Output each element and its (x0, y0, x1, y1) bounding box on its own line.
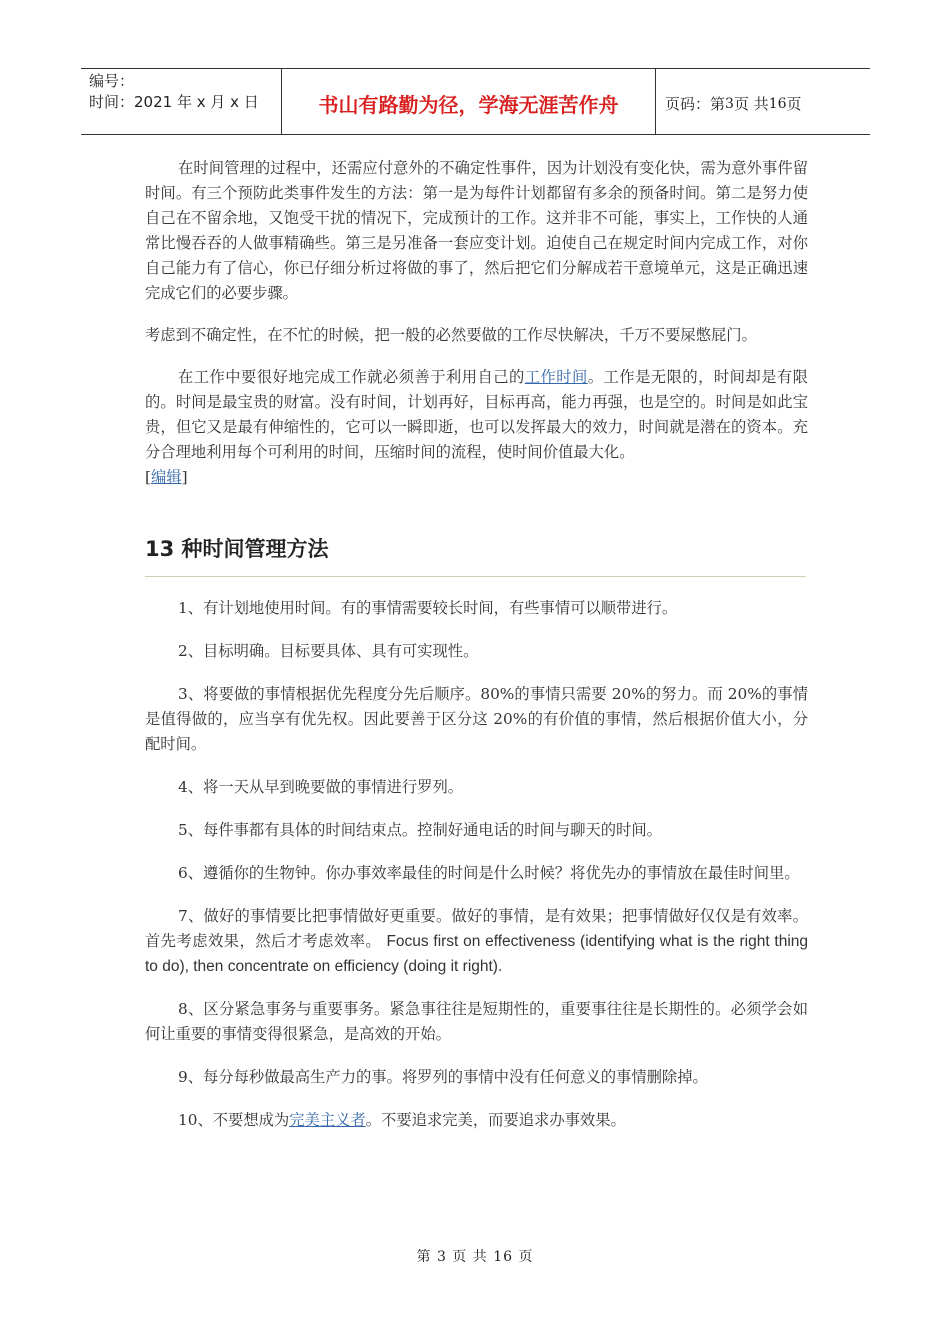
list-item-8: 8、区分紧急事务与重要事务。紧急事往往是短期性的，重要事往往是长期性的。必须学会如何让重要的事情变得很紧急，是高效的开始。 (145, 1000, 808, 1043)
header-page-suffix: 页 (786, 95, 802, 113)
work-time-link[interactable]: 工作时间 (524, 368, 588, 386)
paragraph-1: 在时间管理的过程中，还需应付意外的不确定性事件，因为计划没有变化快，需为意外事件留时间。有三个预防此类事件发生的方法：第一是为每件计划都留有多余的预备时间。第二是努力使自己在不留余地，又饱受干扰的情况下，完成预计的工作。这并非不可能，事实上，工作快的人通常比慢吞吞的人做事精确些。第三是另准备一套应变计划。迫使自己在规定时间内完成工作，对你自己能力有了信心，你已仔细分析过将做的事了，然后把它们分解成若干意境单元，这是正确迅速完成它们的必要步骤。 (145, 159, 808, 302)
page-footer: 第 3 页 共 16 页 (416, 1249, 534, 1265)
list-item-4: 4、将一天从早到晚要做的事情进行罗列。 (178, 778, 464, 796)
list-item-2: 2、目标明确。目标要具体、具有可实现性。 (178, 642, 479, 660)
list-item-7-cn: 7、做好的事情要比把事情做好更重要。做好的事情，是有效果；把事情做好仅仅是有效率。首先考虑效果，然后才考虑效率。 (145, 907, 808, 950)
perfectionist-link[interactable]: 完美主义者 (289, 1111, 366, 1129)
paragraph-2: 考虑到不确定性，在不忙的时候，把一般的必然要做的工作尽快解决，千万不要屎憋屁门。 (145, 326, 757, 344)
main-content (145, 156, 808, 1133)
header-page-current: 3 (725, 95, 734, 112)
list-item-5: 5、每件事都有具体的时间结束点。控制好通电话的时间与聊天的时间。 (178, 821, 662, 839)
header-page-total: 16 (768, 95, 787, 112)
edit-bracket-close: ] (181, 468, 188, 486)
header-number-label: 编号： (89, 72, 135, 90)
list-item-10 (145, 1108, 808, 1133)
header-motto: 书山有路勤为径，学海无涯苦作舟 (282, 69, 656, 134)
list-item-7 (145, 904, 808, 979)
edit-link[interactable]: 编辑 (150, 468, 182, 486)
page-header (81, 68, 870, 135)
header-page-info (656, 69, 870, 134)
header-page-prefix: 页码：第 (665, 95, 726, 113)
list-item-10-after: 。不要追求完美，而要追求办事效果。 (365, 1111, 626, 1129)
paragraph-3-after: 。工作是无限的，时间却是有限的。时间是最宝贵的财富。没有时间，计划再好，目标再高，能力再强，也是空的。时间是如此宝贵，但它又是最有伸缩性的，它可以一瞬即逝，也可以发挥最大的效力，时间就是潜在的资本。充分合理地利用每个可利用的时间，压缩时间的流程，使时间价值最大化。 (145, 368, 808, 461)
header-meta (81, 69, 282, 134)
list-item-3: 3、将要做的事情根据优先程度分先后顺序。80%的事情只需要 20%的努力。而 20%的事情是值得做的，应当享有优先权。因此要善于区分这 20%的有价值的事情，然后根据价值大小，分配时间。 (145, 685, 808, 753)
paragraph-3 (145, 365, 808, 465)
list-item-1: 1、有计划地使用时间。有的事情需要较长时间，有些事情可以顺带进行。 (178, 599, 678, 617)
list-item-10-before: 10、不要想成为 (178, 1111, 290, 1129)
list-item-6: 6、遵循你的生物钟。你办事效率最佳的时间是什么时候？将优先办的事情放在最佳时间里。 (178, 864, 800, 882)
header-time-label: 时间：2021 年 x 月 x 日 (89, 93, 259, 111)
header-page-mid: 页 共 (733, 95, 769, 113)
paragraph-3-before: 在工作中要很好地完成工作就必须善于利用自己的 (178, 368, 525, 386)
edit-bracket-open: [ (145, 468, 151, 486)
list-item-9: 9、每分每秒做最高生产力的事。将罗列的事情中没有任何意义的事情删除掉。 (178, 1068, 708, 1086)
edit-section (145, 465, 808, 490)
list-item-7-en: Focus first on effectiveness (identifying what is the right thing to do), then concentrate on efficiency (doing it right). (145, 933, 808, 975)
section-heading: 13 种时间管理方法 (145, 534, 806, 577)
